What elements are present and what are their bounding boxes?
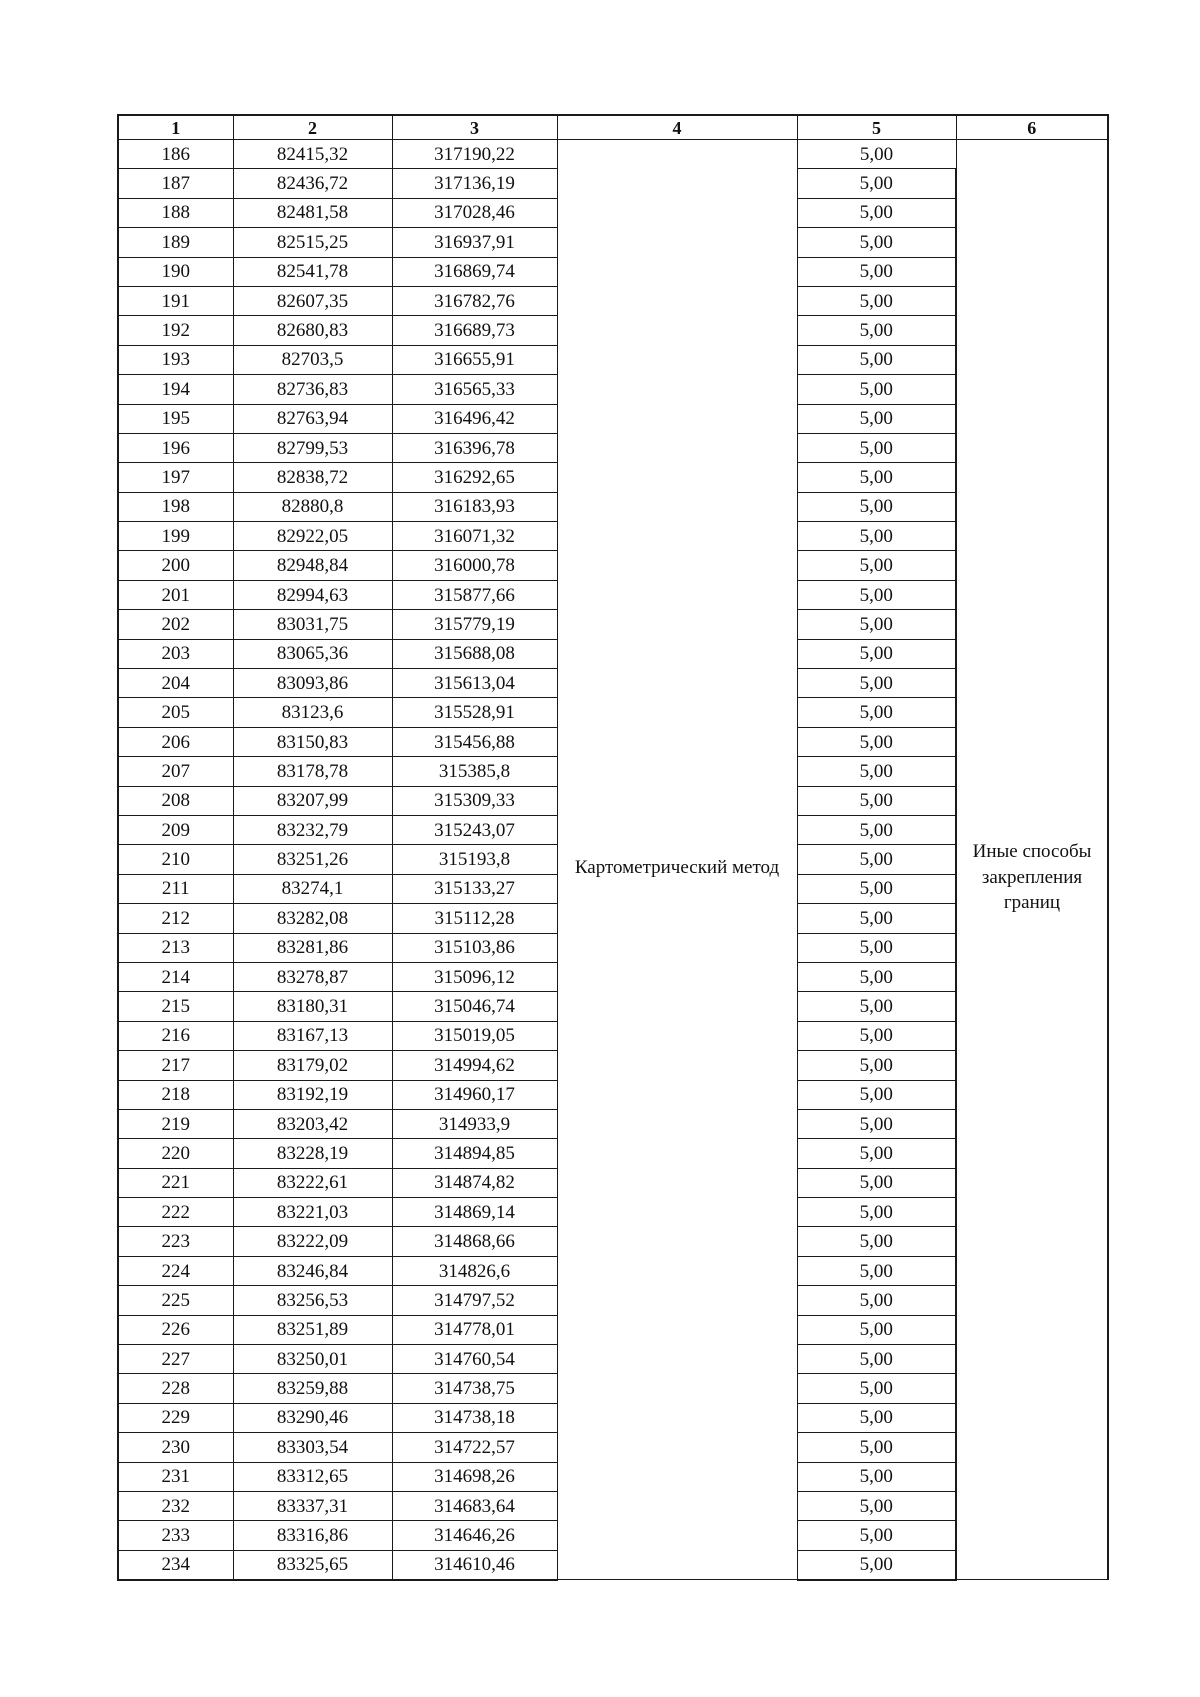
accuracy-cell: 5,00 [797,845,956,874]
point-number-cell: 221 [118,1168,233,1197]
coordinate-y-cell: 315112,28 [392,904,557,933]
coordinate-x-cell: 83274,1 [233,874,392,903]
point-number-cell: 227 [118,1345,233,1374]
accuracy-cell: 5,00 [797,1491,956,1520]
coordinate-x-cell: 83250,01 [233,1345,392,1374]
coordinate-x-cell: 82948,84 [233,551,392,580]
coordinate-y-cell: 314933,9 [392,1109,557,1138]
coordinate-y-cell: 314738,75 [392,1374,557,1403]
coordinate-x-cell: 83167,13 [233,1021,392,1050]
header-col-1: 1 [118,115,233,140]
point-number-cell: 196 [118,433,233,462]
accuracy-cell: 5,00 [797,1403,956,1432]
coordinate-x-cell: 83337,31 [233,1491,392,1520]
accuracy-cell: 5,00 [797,433,956,462]
accuracy-cell: 5,00 [797,698,956,727]
coordinate-y-cell: 315528,91 [392,698,557,727]
coordinate-y-cell: 315133,27 [392,874,557,903]
accuracy-cell: 5,00 [797,286,956,315]
coordinate-y-cell: 315309,33 [392,786,557,815]
point-number-cell: 218 [118,1080,233,1109]
coordinate-y-cell: 315193,8 [392,845,557,874]
coordinate-y-cell: 314646,26 [392,1521,557,1550]
coordinate-y-cell: 315243,07 [392,815,557,844]
point-number-cell: 186 [118,140,233,169]
table-body [118,140,1108,1580]
coordinate-x-cell: 83325,65 [233,1550,392,1579]
point-number-cell: 199 [118,522,233,551]
coordinate-x-cell: 82436,72 [233,169,392,198]
coordinate-y-cell: 316937,91 [392,228,557,257]
point-number-cell: 220 [118,1139,233,1168]
coordinate-x-cell: 83192,19 [233,1080,392,1109]
point-number-cell: 202 [118,610,233,639]
point-number-cell: 206 [118,727,233,756]
point-number-cell: 224 [118,1256,233,1285]
coordinate-x-cell: 83178,78 [233,757,392,786]
coordinate-x-cell: 83180,31 [233,992,392,1021]
coordinate-y-cell: 314994,62 [392,1051,557,1080]
accuracy-cell: 5,00 [797,1080,956,1109]
point-number-cell: 203 [118,639,233,668]
coordinate-y-cell: 316000,78 [392,551,557,580]
accuracy-cell: 5,00 [797,1139,956,1168]
accuracy-cell: 5,00 [797,1227,956,1256]
accuracy-cell: 5,00 [797,815,956,844]
coordinate-y-cell: 314778,01 [392,1315,557,1344]
coordinate-x-cell: 83179,02 [233,1051,392,1080]
coordinate-x-cell: 82481,58 [233,198,392,227]
accuracy-cell: 5,00 [797,786,956,815]
coordinate-y-cell: 315046,74 [392,992,557,1021]
accuracy-cell: 5,00 [797,992,956,1021]
coordinate-x-cell: 82994,63 [233,580,392,609]
coordinate-y-cell: 314868,66 [392,1227,557,1256]
coordinate-x-cell: 83031,75 [233,610,392,639]
point-number-cell: 209 [118,815,233,844]
coordinate-x-cell: 83246,84 [233,1256,392,1285]
accuracy-cell: 5,00 [797,904,956,933]
point-number-cell: 225 [118,1286,233,1315]
accuracy-cell: 5,00 [797,169,956,198]
accuracy-cell: 5,00 [797,463,956,492]
coordinate-y-cell: 314610,46 [392,1550,557,1579]
coordinate-y-cell: 314894,85 [392,1139,557,1168]
coordinate-y-cell: 315385,8 [392,757,557,786]
coordinate-x-cell: 83290,46 [233,1403,392,1432]
point-number-cell: 204 [118,669,233,698]
coordinate-y-cell: 314698,26 [392,1462,557,1491]
point-number-cell: 231 [118,1462,233,1491]
point-number-cell: 189 [118,228,233,257]
coordinate-x-cell: 82922,05 [233,522,392,551]
accuracy-cell: 5,00 [797,757,956,786]
header-col-2: 2 [233,115,392,140]
coordinate-x-cell: 83259,88 [233,1374,392,1403]
coordinate-y-cell: 316183,93 [392,492,557,521]
coordinate-x-cell: 83228,19 [233,1139,392,1168]
coordinate-x-cell: 83207,99 [233,786,392,815]
point-number-cell: 210 [118,845,233,874]
coordinate-x-cell: 82703,5 [233,345,392,374]
point-number-cell: 200 [118,551,233,580]
coordinate-x-cell: 83278,87 [233,962,392,991]
point-number-cell: 190 [118,257,233,286]
coordinate-x-cell: 83222,09 [233,1227,392,1256]
coordinate-x-cell: 82880,8 [233,492,392,521]
point-number-cell: 216 [118,1021,233,1050]
coordinate-x-cell: 83312,65 [233,1462,392,1491]
coordinate-x-cell: 83123,6 [233,698,392,727]
coordinate-x-cell: 83065,36 [233,639,392,668]
accuracy-cell: 5,00 [797,727,956,756]
coordinate-x-cell: 82799,53 [233,433,392,462]
coordinate-x-cell: 83093,86 [233,669,392,698]
coordinate-y-cell: 314826,6 [392,1256,557,1285]
point-number-cell: 208 [118,786,233,815]
point-number-cell: 201 [118,580,233,609]
accuracy-cell: 5,00 [797,345,956,374]
point-number-cell: 191 [118,286,233,315]
point-number-cell: 194 [118,375,233,404]
point-number-cell: 212 [118,904,233,933]
accuracy-cell: 5,00 [797,1109,956,1138]
accuracy-cell: 5,00 [797,580,956,609]
coordinate-y-cell: 315103,86 [392,933,557,962]
coordinate-x-cell: 83251,89 [233,1315,392,1344]
accuracy-cell: 5,00 [797,1462,956,1491]
accuracy-cell: 5,00 [797,375,956,404]
coordinate-y-cell: 315019,05 [392,1021,557,1050]
point-number-cell: 214 [118,962,233,991]
coordinate-y-cell: 315688,08 [392,639,557,668]
accuracy-cell: 5,00 [797,404,956,433]
accuracy-cell: 5,00 [797,1345,956,1374]
fixing-method-cell: Иные способы закрепления границ [956,140,1108,1580]
point-number-cell: 205 [118,698,233,727]
coordinate-y-cell: 315456,88 [392,727,557,756]
point-number-cell: 223 [118,1227,233,1256]
coordinate-x-cell: 82838,72 [233,463,392,492]
coordinate-x-cell: 83221,03 [233,1198,392,1227]
coordinate-y-cell: 314722,57 [392,1433,557,1462]
accuracy-cell: 5,00 [797,228,956,257]
accuracy-cell: 5,00 [797,1021,956,1050]
coordinate-y-cell: 316071,32 [392,522,557,551]
accuracy-cell: 5,00 [797,198,956,227]
accuracy-cell: 5,00 [797,933,956,962]
point-number-cell: 215 [118,992,233,1021]
coordinates-table [117,114,1109,1581]
coordinate-y-cell: 314874,82 [392,1168,557,1197]
point-number-cell: 213 [118,933,233,962]
method-cell: Картометрический метод [557,140,797,1580]
point-number-cell: 192 [118,316,233,345]
point-number-cell: 230 [118,1433,233,1462]
coordinate-y-cell: 316565,33 [392,375,557,404]
point-number-cell: 229 [118,1403,233,1432]
accuracy-cell: 5,00 [797,874,956,903]
coordinate-y-cell: 316292,65 [392,463,557,492]
table-row [118,140,1108,169]
header-col-5: 5 [797,115,956,140]
coordinate-y-cell: 316782,76 [392,286,557,315]
accuracy-cell: 5,00 [797,610,956,639]
coordinate-y-cell: 317136,19 [392,169,557,198]
coordinate-x-cell: 83232,79 [233,815,392,844]
coordinate-x-cell: 83251,26 [233,845,392,874]
point-number-cell: 197 [118,463,233,492]
point-number-cell: 219 [118,1109,233,1138]
coordinate-y-cell: 316689,73 [392,316,557,345]
accuracy-cell: 5,00 [797,1374,956,1403]
coordinate-x-cell: 83256,53 [233,1286,392,1315]
coordinate-y-cell: 317190,22 [392,140,557,169]
coordinate-x-cell: 82607,35 [233,286,392,315]
point-number-cell: 187 [118,169,233,198]
coordinate-y-cell: 314869,14 [392,1198,557,1227]
point-number-cell: 234 [118,1550,233,1579]
coordinate-y-cell: 315096,12 [392,962,557,991]
accuracy-cell: 5,00 [797,316,956,345]
accuracy-cell: 5,00 [797,639,956,668]
accuracy-cell: 5,00 [797,1256,956,1285]
point-number-cell: 188 [118,198,233,227]
point-number-cell: 228 [118,1374,233,1403]
accuracy-cell: 5,00 [797,140,956,169]
coordinate-y-cell: 314738,18 [392,1403,557,1432]
coordinate-y-cell: 314797,52 [392,1286,557,1315]
accuracy-cell: 5,00 [797,962,956,991]
coordinate-x-cell: 83303,54 [233,1433,392,1462]
accuracy-cell: 5,00 [797,1433,956,1462]
coordinate-y-cell: 314960,17 [392,1080,557,1109]
point-number-cell: 222 [118,1198,233,1227]
coordinate-x-cell: 83282,08 [233,904,392,933]
table-header [118,115,1108,140]
accuracy-cell: 5,00 [797,551,956,580]
point-number-cell: 233 [118,1521,233,1550]
point-number-cell: 195 [118,404,233,433]
header-col-3: 3 [392,115,557,140]
coordinate-x-cell: 82515,25 [233,228,392,257]
coordinate-y-cell: 315613,04 [392,669,557,698]
point-number-cell: 207 [118,757,233,786]
coordinate-y-cell: 314683,64 [392,1491,557,1520]
accuracy-cell: 5,00 [797,1315,956,1344]
accuracy-cell: 5,00 [797,1168,956,1197]
coordinate-x-cell: 83203,42 [233,1109,392,1138]
point-number-cell: 226 [118,1315,233,1344]
coordinate-x-cell: 82541,78 [233,257,392,286]
point-number-cell: 232 [118,1491,233,1520]
coordinate-x-cell: 83222,61 [233,1168,392,1197]
coordinate-x-cell: 83316,86 [233,1521,392,1550]
coordinate-x-cell: 82763,94 [233,404,392,433]
accuracy-cell: 5,00 [797,1550,956,1579]
accuracy-cell: 5,00 [797,1286,956,1315]
point-number-cell: 198 [118,492,233,521]
accuracy-cell: 5,00 [797,1198,956,1227]
coordinate-x-cell: 82736,83 [233,375,392,404]
point-number-cell: 217 [118,1051,233,1080]
accuracy-cell: 5,00 [797,669,956,698]
coordinate-y-cell: 314760,54 [392,1345,557,1374]
accuracy-cell: 5,00 [797,1521,956,1550]
coordinate-y-cell: 316396,78 [392,433,557,462]
header-col-6: 6 [956,115,1108,140]
point-number-cell: 211 [118,874,233,903]
point-number-cell: 193 [118,345,233,374]
accuracy-cell: 5,00 [797,257,956,286]
accuracy-cell: 5,00 [797,1051,956,1080]
coordinate-x-cell: 83150,83 [233,727,392,756]
coordinate-y-cell: 316496,42 [392,404,557,433]
header-row [118,115,1108,140]
coordinate-y-cell: 316655,91 [392,345,557,374]
coordinate-y-cell: 317028,46 [392,198,557,227]
header-col-4: 4 [557,115,797,140]
coordinate-y-cell: 315779,19 [392,610,557,639]
accuracy-cell: 5,00 [797,522,956,551]
coordinate-x-cell: 83281,86 [233,933,392,962]
coordinate-y-cell: 315877,66 [392,580,557,609]
coordinate-y-cell: 316869,74 [392,257,557,286]
coordinate-x-cell: 82680,83 [233,316,392,345]
accuracy-cell: 5,00 [797,492,956,521]
coordinate-x-cell: 82415,32 [233,140,392,169]
